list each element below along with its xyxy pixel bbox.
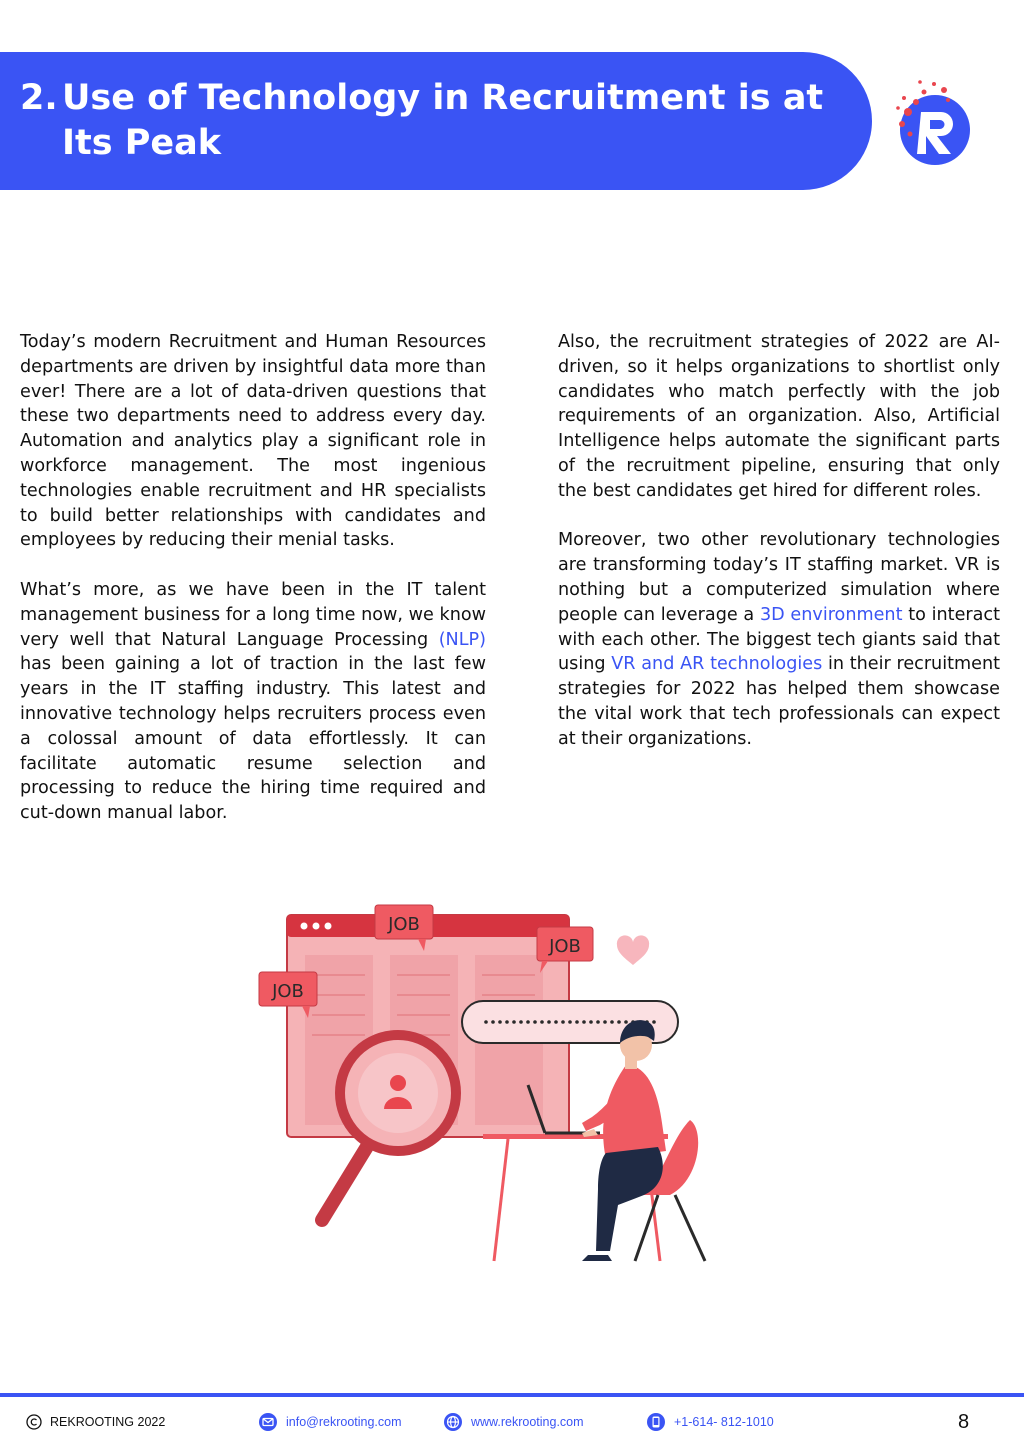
rekrooting-logo — [890, 74, 980, 170]
job-tag-label: JOB — [549, 936, 581, 957]
mail-icon — [258, 1412, 278, 1432]
footer — [0, 1408, 1024, 1438]
text: to interact with each other. The biggest tech giants said that using — [558, 604, 1000, 675]
title-line-2: Its Peak — [62, 123, 222, 163]
paragraph — [558, 528, 1000, 751]
paragraph: Today’s modern Recruitment and Human Resources departments are driven by insightful data more than ever! There are a lot of data-driven questions that these two departments need to address every day. Automation and analytics play a significant role in workforce management. The most ingenious technologies enable recruitment and HR specialists to build better relationships with candidates and employees by reducing their menial tasks. — [20, 332, 486, 551]
text: What’s more, as we have been in the IT talent management business for a long time now, we know very well that Natural Language Processing — [20, 579, 486, 650]
footer-phone[interactable] — [646, 1408, 774, 1436]
job-tag-label: JOB — [272, 981, 304, 1002]
footer-divider — [0, 1393, 1024, 1397]
globe-icon — [443, 1412, 463, 1432]
phone-icon — [646, 1412, 666, 1432]
page-number: 8 — [958, 1410, 970, 1433]
footer-copyright — [26, 1408, 165, 1436]
footer-website[interactable] — [443, 1408, 584, 1436]
section-number: 2. — [20, 78, 58, 118]
paragraph: Also, the recruitment strategies of 2022 are AI-driven, so it helps organizations to shortlist only candidates who match perfectly with the job requirements of an organization. Also, Artificial Intelligence helps automate the significant parts of the recruitment pipeline, ensuring that only the best candidates get hired for different roles. — [558, 332, 1000, 501]
title-line-1: Use of Technology in Recruitment is at — [62, 78, 824, 118]
paragraph — [20, 578, 486, 826]
phone-text[interactable]: +1-614- 812-1010 — [674, 1415, 774, 1429]
footer-email[interactable] — [258, 1408, 402, 1436]
text: has been gaining a lot of traction in the last few years in the IT staffing industry. This latest and innovative technology helps recruiters process even a colossal amount of data effortlessly. It can facilitate automatic resume selection and processing to reduce the hiring time required and cut-down manual labor. — [20, 654, 486, 824]
right-column — [558, 330, 1000, 776]
heart-icon — [617, 935, 649, 965]
3d-environment-link[interactable]: 3D environment — [759, 604, 903, 625]
vr-ar-link[interactable]: VR and AR technologies — [611, 654, 823, 675]
left-column — [20, 330, 486, 851]
recruitment-illustration — [250, 895, 720, 1270]
nlp-link[interactable]: (NLP) — [438, 629, 486, 650]
job-tag-label: JOB — [388, 914, 420, 935]
website-text[interactable]: www.rekrooting.com — [471, 1415, 584, 1429]
text: Moreover, two other revolutionary technologies are transforming today’s IT staffing market. VR is nothing but a computerized simulation where people can leverage a — [558, 530, 1000, 625]
copyright-text: REKROOTING 2022 — [50, 1415, 166, 1429]
text: in their recruitment strategies for 2022 has helped them showcase the vital work that tech professionals can expect at their organizations. — [558, 654, 1001, 749]
page-title — [20, 76, 850, 166]
email-text[interactable]: info@rekrooting.com — [286, 1415, 402, 1429]
copyright-icon — [26, 1414, 42, 1430]
